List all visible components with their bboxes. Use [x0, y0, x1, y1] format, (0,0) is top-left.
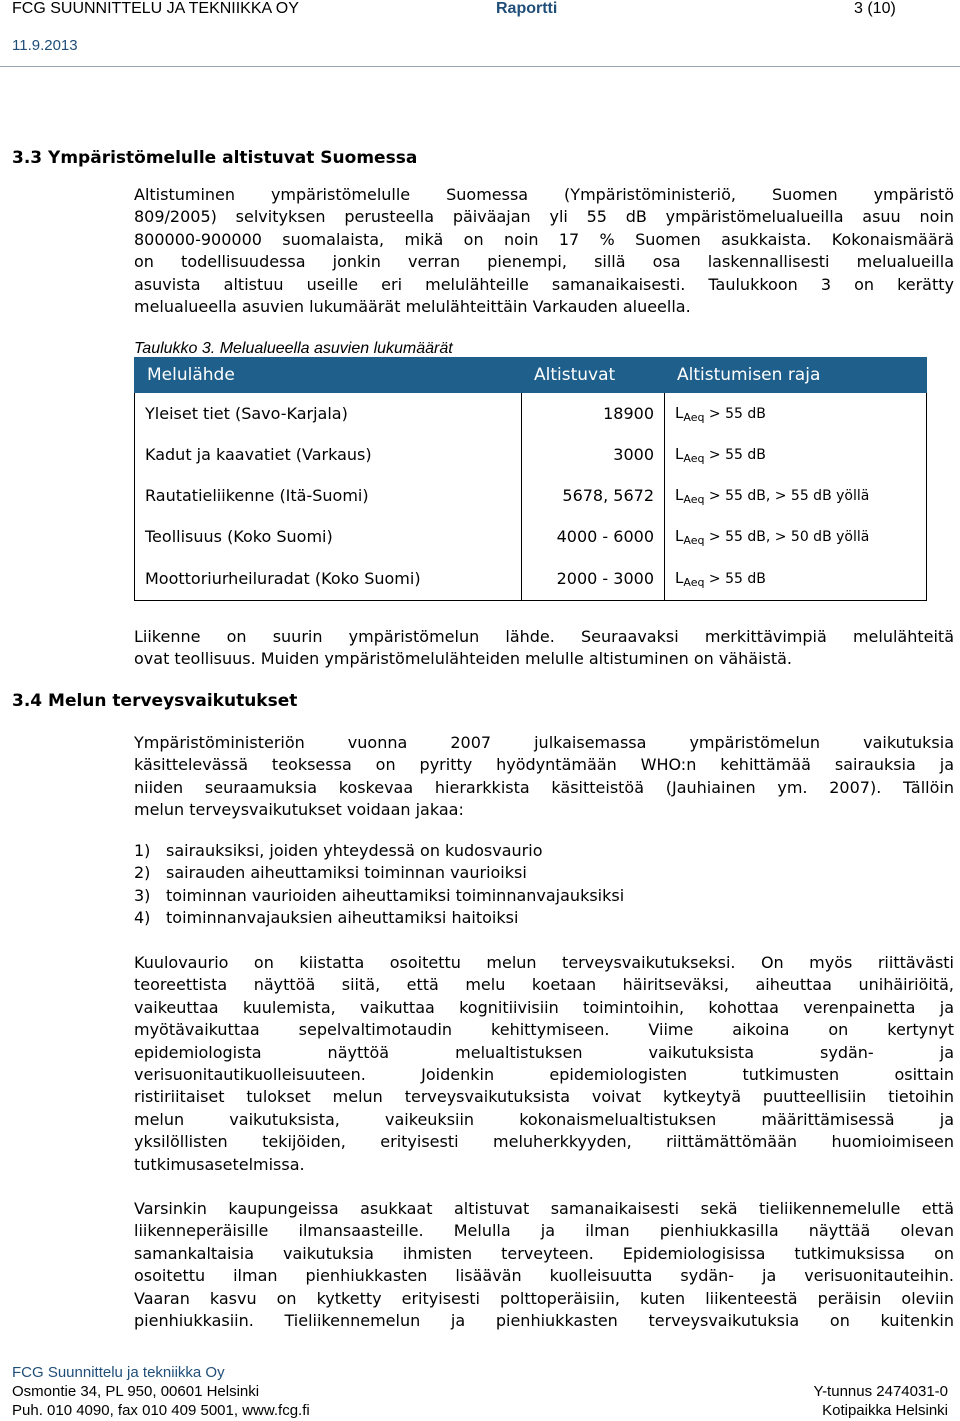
- text-line: Varsinkin kaupungeissa asukkaat altistuvat samanaikaisesti sekä tieliikennemelulle että: [134, 1199, 954, 1218]
- limit-value: > 55 dB, > 50 dB yöllä: [704, 528, 870, 545]
- limit-subscript: Aeq: [683, 451, 705, 465]
- limit-value: > 55 dB: [704, 405, 766, 422]
- text-line: osoitettu ilman pienhiukkasten lisäävän kuolleisuutta sydän- ja verisuonitauteihin.: [134, 1266, 954, 1286]
- text-line: Altistuminen ympäristömelulle Suomessa (Ympäristöministeriö, Suomen ympäristö: [134, 185, 954, 204]
- paragraph-health-classification: [134, 732, 954, 822]
- limit-value: > 55 dB, > 55 dB yöllä: [704, 487, 870, 504]
- limit-value: > 55 dB: [704, 570, 766, 587]
- paragraph-exposure-intro: [134, 184, 954, 318]
- paragraph-main-sources: [134, 626, 954, 671]
- text-line: liikenneperäisille ilmansaasteille. Melulla ja ilman pienhiukkasilla näyttää olevan: [134, 1221, 954, 1241]
- cell-exposed: 5678, 5672: [522, 475, 665, 516]
- table-row: [135, 557, 927, 601]
- cell-exposed: 3000: [522, 434, 665, 475]
- cell-exposed: 18900: [522, 393, 665, 435]
- header-page-number: 3 (10): [854, 0, 896, 17]
- limit-symbol: L: [675, 526, 684, 545]
- table-caption: Taulukko 3. Melualueella asuvien lukumäärät: [134, 340, 453, 357]
- list-text: sairauksiksi, joiden yhteydessä on kudosvaurio: [166, 841, 543, 860]
- cell-limit: [665, 393, 927, 435]
- header-company: FCG SUUNNITTELU JA TEKNIIKKA OY: [12, 0, 299, 17]
- cell-source: Moottoriurheiluradat (Koko Suomi): [135, 557, 522, 601]
- table-row: [135, 434, 927, 475]
- list-text: sairauden aiheuttamiksi toiminnan vaurioiksi: [166, 863, 527, 883]
- footer-contact: Puh. 010 4090, fax 010 409 5001, www.fcg.fi: [12, 1402, 310, 1419]
- text-line: myötävaikuttaa sepelvaltimotaudin kehittymiseen. Viime aikoina on kertynyt: [134, 1020, 954, 1040]
- cell-source: Rautatieliikenne (Itä-Suomi): [135, 475, 522, 516]
- cell-limit: [665, 516, 927, 557]
- text-line: melun terveysvaikutukset voidaan jakaa:: [134, 800, 464, 820]
- text-line: ovat teollisuus. Muiden ympäristömelulähteiden melulle altistuminen on vähäistä.: [134, 649, 793, 669]
- cell-source: Yleiset tiet (Savo-Karjala): [135, 393, 522, 435]
- list-number: 4): [134, 908, 151, 928]
- header-doc-type: Raportti: [496, 0, 558, 17]
- cell-limit: [665, 475, 927, 516]
- table-row: [135, 393, 927, 435]
- list-item: [134, 907, 624, 929]
- text-line: melualueella asuvien lukumäärät melulähteittäin Varkauden alueella.: [134, 297, 691, 317]
- list-item: [134, 862, 624, 884]
- limit-subscript: Aeq: [683, 492, 705, 506]
- cell-source: Teollisuus (Koko Suomi): [135, 516, 522, 557]
- text-line: tutkimusasetelmissa.: [134, 1154, 305, 1174]
- limit-value: > 55 dB: [704, 446, 766, 463]
- list-text: toiminnan vaurioiden aiheuttamiksi toiminnanvajauksiksi: [166, 885, 625, 905]
- limit-subscript: Aeq: [683, 410, 705, 424]
- limit-subscript: Aeq: [683, 575, 705, 589]
- text-line: niiden seuraamuksia koskevaa hierarkkista käsitteistöä (Jauhiainen ym. 2007). Tällöin: [134, 777, 954, 797]
- limit-symbol: L: [675, 568, 684, 587]
- health-effects-list: [134, 840, 624, 930]
- list-number: 3): [134, 885, 151, 905]
- list-text: toiminnanvajauksien aiheuttamiksi haitoiksi: [166, 908, 519, 928]
- column-header-source: Melulähde: [135, 358, 522, 393]
- text-line: teoreettista näyttöä siitä, että melu koetaan häiritseväksi, aiheuttaa unihäiriöitä,: [134, 975, 954, 995]
- footer-company: FCG Suunnittelu ja tekniikka Oy: [12, 1364, 225, 1381]
- column-header-limit: Altistumisen raja: [665, 358, 927, 393]
- column-header-exposed: Altistuvat: [522, 358, 665, 393]
- text-line: verisuonitautikuolleisuuteen. Joidenkin epidemiologisten tutkimusten osittain: [134, 1065, 954, 1085]
- cell-limit: [665, 434, 927, 475]
- text-line: käsittelevässä teoksessa on pyritty hyödyntämään WHO:n kehittämää sairauksia ja: [134, 755, 954, 775]
- text-line: yksilöllisten tekijöiden, erityisesti meluherkkyyden, riittämättömään huomioimiseen: [134, 1132, 954, 1152]
- table-row: [135, 475, 927, 516]
- table-header-row: [135, 358, 927, 393]
- text-line: 809/2005) selvityksen perusteella päiväajan yli 55 dB ympäristömelualueilla asuu noin: [134, 207, 954, 227]
- noise-exposure-table: [134, 357, 927, 601]
- text-line: Kuulovaurio on kiistatta osoitettu melun terveysvaikutukseksi. On myös riittävästi: [134, 953, 954, 972]
- paragraph-hearing-damage: [134, 952, 954, 1176]
- text-line: asuvista altistuu useille eri melulähteille samanaikaisesti. Taulukkoon 3 on kerätty: [134, 274, 954, 294]
- text-line: on todellisuudessa jonkin verran pienempi, sillä osa laskennallisesti melualueilla: [134, 252, 954, 272]
- text-line: vaikeuttaa kuulemista, vaikuttaa kognitiivisiin toimintoihin, kohottaa verenpainetta ja: [134, 997, 954, 1017]
- limit-symbol: L: [675, 403, 684, 422]
- text-line: Vaaran kasvu on kytketty erityisesti polttoperäisiin, kuten liikenteestä peräisin oleviin: [134, 1288, 954, 1308]
- limit-symbol: L: [675, 485, 684, 504]
- table-row: [135, 516, 927, 557]
- text-line: 800000-900000 suomalaista, mikä on noin 17 % Suomen asukkaista. Kokonaismäärä: [134, 229, 954, 249]
- text-line: ristiriitaiset tulokset melun terveysvaikutuksista voivat kytkeytyä puutteellisiin tietoihin: [134, 1087, 954, 1107]
- text-line: epidemiologista näyttöä melualtistuksen vaikutuksista sydän- ja: [134, 1042, 954, 1062]
- text-line: pienhiukkasiin. Tieliikennemelun ja pienhiukkasten terveysvaikutuksia on kuitenkin: [134, 1311, 954, 1331]
- cell-exposed: 2000 - 3000: [522, 557, 665, 601]
- cell-exposed: 4000 - 6000: [522, 516, 665, 557]
- list-number: 2): [134, 863, 151, 883]
- text-line: melun vaikutuksista, vaikeuksiin kokonaismelualtistuksen määrittämisessä ja: [134, 1109, 954, 1129]
- text-line: Liikenne on suurin ympäristömelun lähde. Seuraavaksi merkittävimpiä melulähteitä: [134, 627, 954, 646]
- footer-business-id: Y-tunnus 2474031-0: [813, 1383, 948, 1400]
- paragraph-air-pollution: [134, 1198, 954, 1332]
- list-item: [134, 885, 624, 907]
- footer-domicile: Kotipaikka Helsinki: [822, 1402, 948, 1419]
- header-divider: [0, 66, 960, 67]
- cell-limit: [665, 557, 927, 601]
- section-heading-3-4: 3.4 Melun terveysvaikutukset: [12, 691, 298, 711]
- list-item: [134, 840, 624, 862]
- header-date: 11.9.2013: [12, 37, 78, 54]
- text-line: Ympäristöministeriön vuonna 2007 julkaisemassa ympäristömelun vaikutuksia: [134, 733, 954, 752]
- text-line: samankaltaisia vaikutuksia ihmisten terveyteen. Epidemiologisissa tutkimuksissa on: [134, 1243, 954, 1263]
- cell-source: Kadut ja kaavatiet (Varkaus): [135, 434, 522, 475]
- list-number: 1): [134, 841, 151, 860]
- limit-subscript: Aeq: [683, 533, 705, 547]
- limit-symbol: L: [675, 444, 684, 463]
- section-heading-3-3: 3.3 Ympäristömelulle altistuvat Suomessa: [12, 148, 418, 168]
- footer-address: Osmontie 34, PL 950, 00601 Helsinki: [12, 1383, 260, 1400]
